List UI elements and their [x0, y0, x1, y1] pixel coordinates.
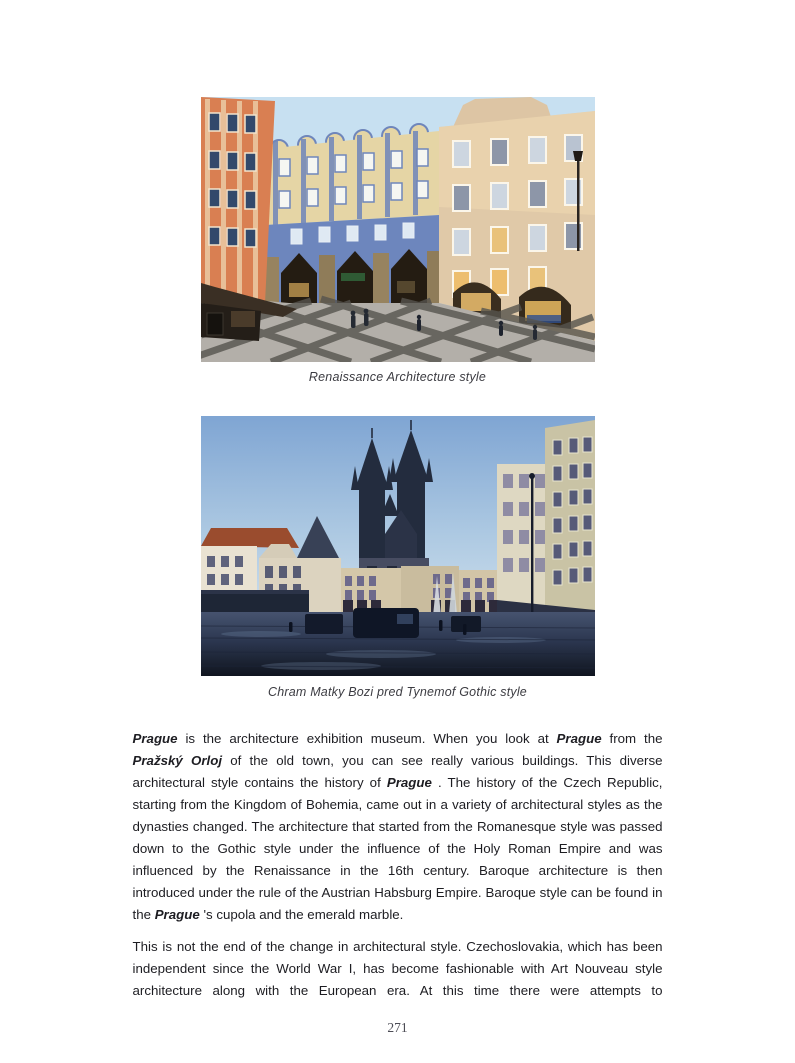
paragraph	[133, 936, 663, 1002]
text-run: from the	[601, 731, 663, 746]
renaissance-photo-illustration	[201, 97, 595, 362]
text-run: 's cupola and the emerald marble.	[199, 907, 404, 922]
emphasized-term: Prague	[154, 907, 200, 922]
emphasized-term: Prague	[556, 731, 602, 746]
text-run: This is not the end of the change in architectural style. Czechoslovakia, which has been independent since the World War I, has become fashionable with Art Nouveau style architecture along with the European era. At this time there were attempts to	[132, 939, 663, 998]
photo-renaissance-architecture	[201, 97, 595, 362]
figure-caption: Chram Matky Bozi pred Tynemof Gothic style	[268, 685, 527, 699]
text-run: of the old town, you can see really various buildings. This diverse architectural style contains the history of	[132, 753, 663, 790]
body-text	[133, 728, 663, 1002]
emphasized-term: Pražský Orloj	[132, 753, 223, 768]
emphasized-term: Prague	[132, 731, 178, 746]
photo-gothic-church	[201, 416, 595, 676]
gothic-photo-illustration	[201, 416, 595, 676]
figure-caption: Renaissance Architecture style	[308, 370, 487, 384]
text-run: . The history of the Czech Republic, starting from the Kingdom of Bohemia, came out in a variety of architectural styles as the dynasties changed. The architecture that started from the Romanesque style was passed down to the Gothic style under the influence of the Holy Roman Empire and was influenced by the Renaissance in the 16th century. Baroque architecture is then introduced under the rule of the Austrian Habsburg Empire. Baroque style can be found in the	[132, 775, 663, 922]
orange-building	[201, 97, 275, 303]
blue-building	[265, 124, 439, 303]
page-number: 271	[387, 1020, 408, 1035]
text-run: is the architecture exhibition museum. When you look at	[177, 731, 557, 746]
paragraph	[133, 728, 663, 926]
emphasized-term: Prague	[386, 775, 432, 790]
square-buildings-row	[341, 566, 503, 612]
cream-building	[439, 97, 595, 341]
